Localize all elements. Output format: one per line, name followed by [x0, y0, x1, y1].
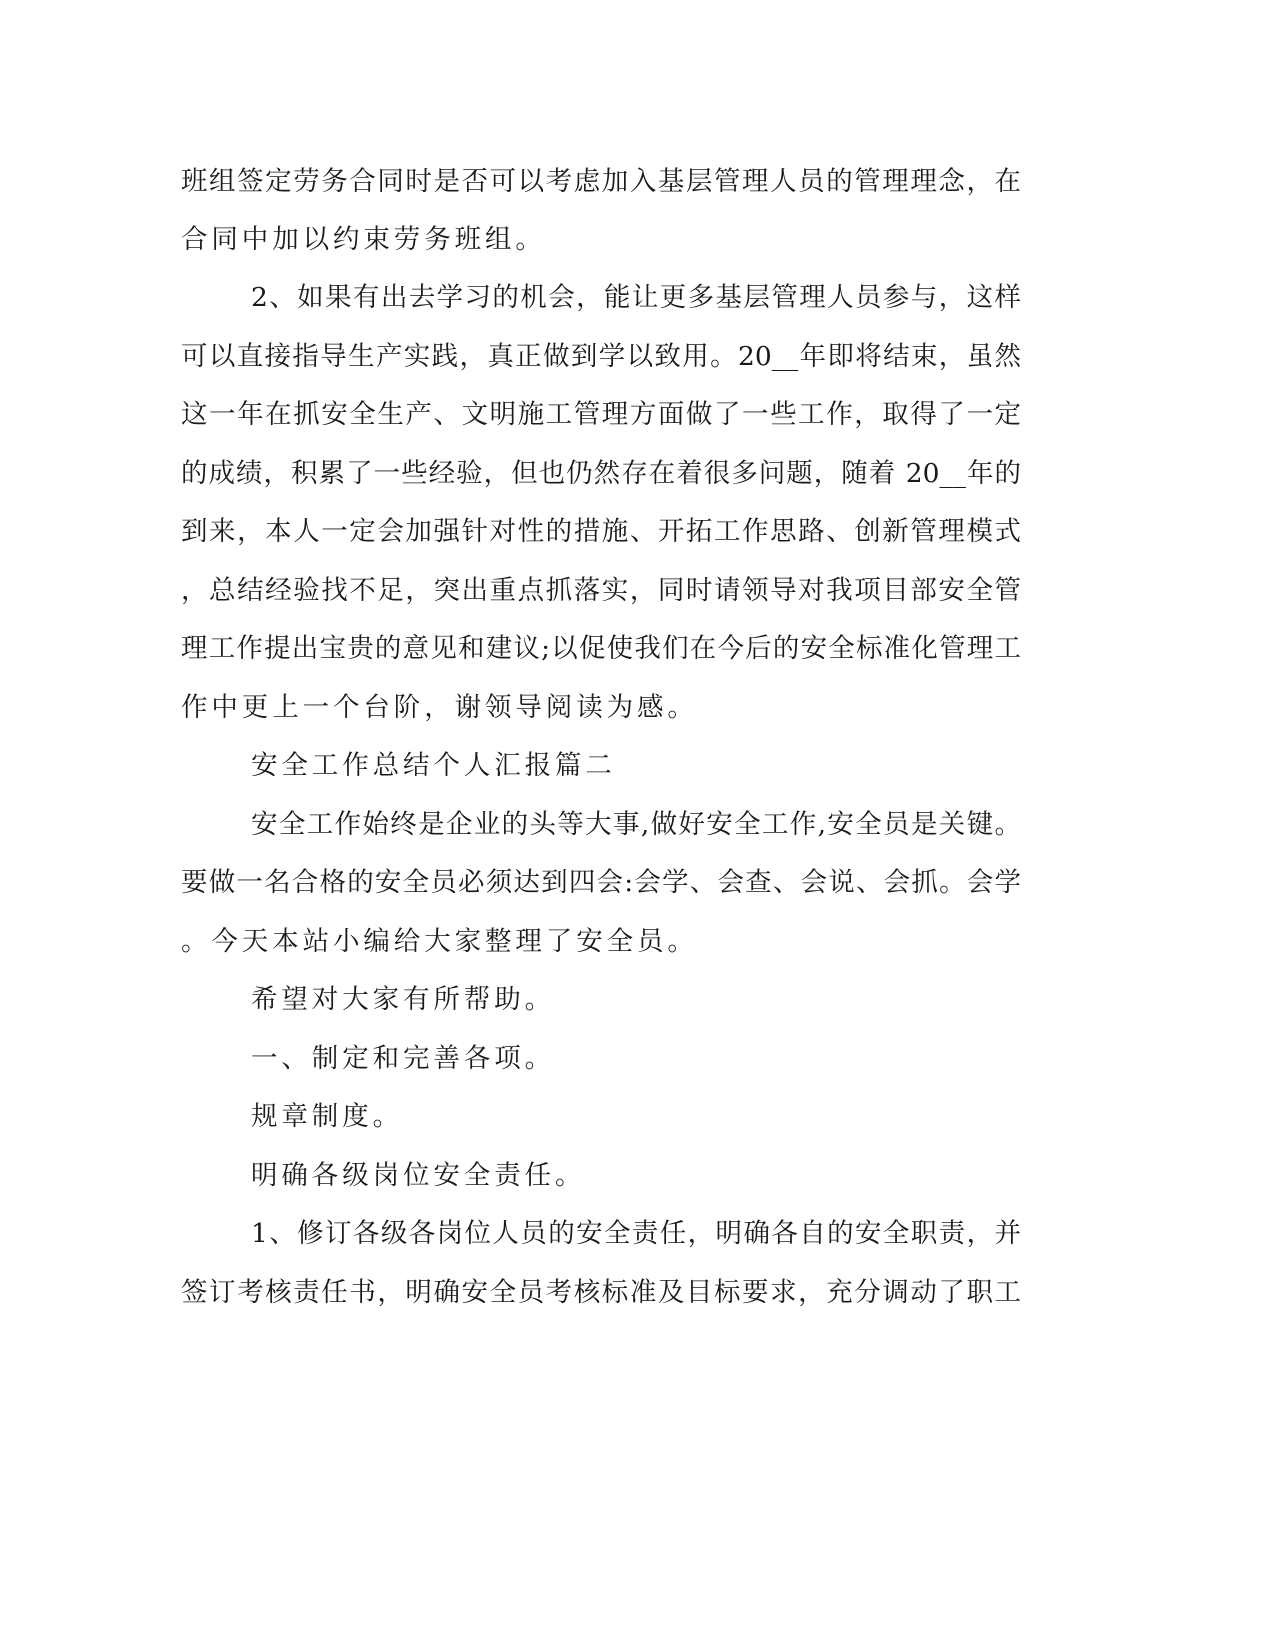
text-line: 一、制定和完善各项。	[251, 1043, 555, 1074]
text-line: 合同中加以约束劳务班组。	[181, 224, 546, 255]
text-line: 作中更上一个台阶，谢领导阅读为感。	[181, 692, 698, 723]
text-line: 希望对大家有所帮助。	[251, 984, 555, 1015]
text-line: 要做一名合格的安全员必须达到四会:会学、会查、会说、会抓。会学	[181, 867, 1021, 898]
text-line: 1、修订各级各岗位人员的安全责任，明确各自的安全职责，并	[251, 1218, 1021, 1249]
text-line: 规章制度。	[251, 1101, 403, 1132]
text-line: 。今天本站小编给大家整理了安全员。	[181, 926, 698, 957]
text-line: 可以直接指导生产实践，真正做到学以致用。20__年即将结束，虽然	[181, 341, 1021, 372]
text-line: ，总结经验找不足，突出重点抓落实，同时请领导对我项目部安全管	[181, 575, 1021, 606]
text-line: 明确各级岗位安全责任。	[251, 1160, 586, 1191]
text-line: 班组签定劳务合同时是否可以考虑加入基层管理人员的管理理念，在	[181, 166, 1021, 197]
text-line: 这一年在抓安全生产、文明施工管理方面做了一些工作，取得了一定	[181, 399, 1021, 430]
section-heading: 安全工作总结个人汇报篇二	[251, 750, 616, 781]
text-line: 签订考核责任书，明确安全员考核标准及目标要求，充分调动了职工	[181, 1277, 1021, 1308]
text-line: 到来，本人一定会加强针对性的措施、开拓工作思路、创新管理模式	[181, 516, 1021, 547]
text-line: 理工作提出宝贵的意见和建议;以促使我们在今后的安全标准化管理工	[181, 633, 1021, 664]
text-line: 安全工作始终是企业的头等大事,做好安全工作,安全员是关键。	[251, 809, 1021, 840]
text-line: 2、如果有出去学习的机会，能让更多基层管理人员参与，这样	[251, 282, 1021, 313]
text-line: 的成绩，积累了一些经验，但也仍然存在着很多问题，随着 20__年的	[181, 458, 1021, 489]
